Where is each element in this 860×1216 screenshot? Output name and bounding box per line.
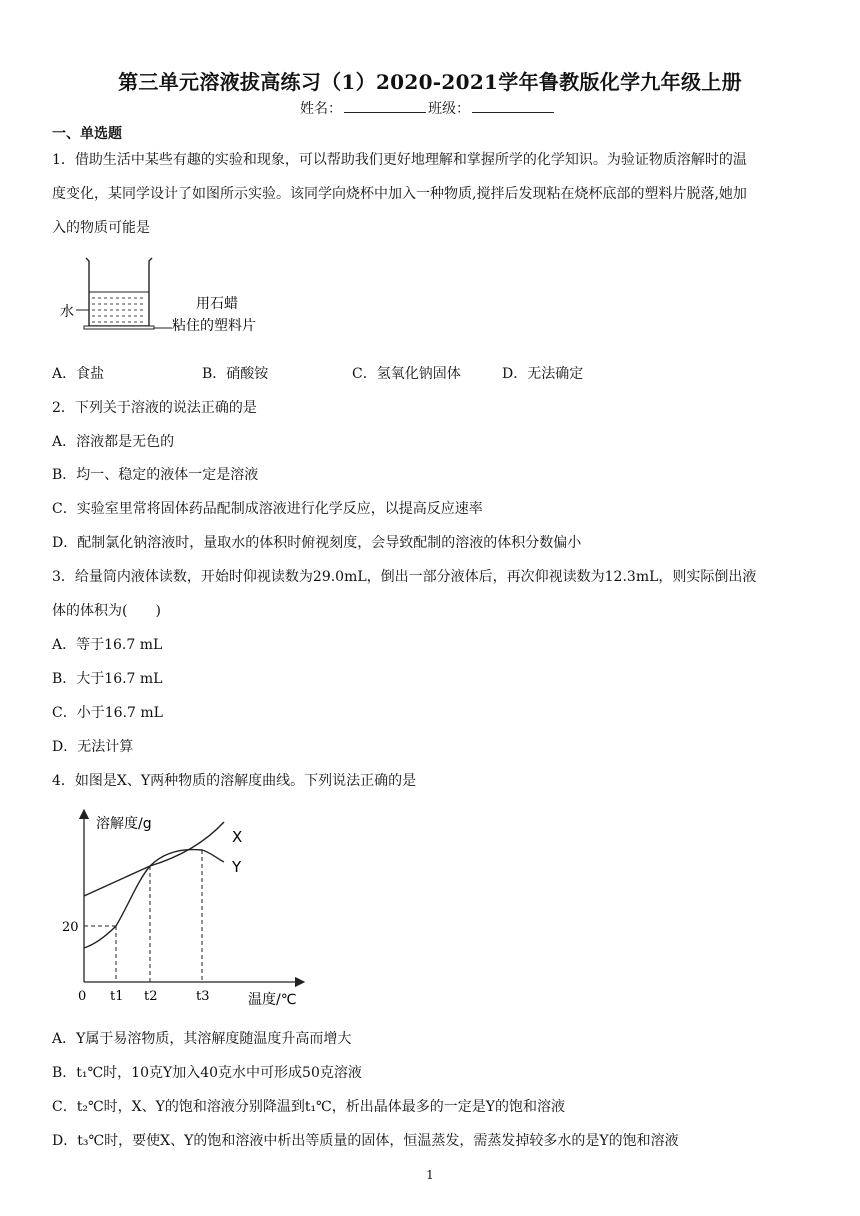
series-x-label: X bbox=[232, 828, 243, 846]
class-label: 班级： bbox=[428, 101, 470, 117]
q2-option-a[interactable]: A．溶液都是无色的 bbox=[52, 434, 175, 450]
q2-option-c[interactable]: C．实验室里常将固体药品配制成溶液进行化学反应，以提高反应速率 bbox=[52, 501, 483, 517]
name-blank[interactable] bbox=[344, 100, 426, 113]
series-x-curve bbox=[84, 822, 224, 896]
q1-options bbox=[52, 364, 812, 384]
q2-stem: 2．下列关于溶液的说法正确的是 bbox=[52, 400, 257, 416]
q1-option-d[interactable]: D．无法确定 bbox=[502, 366, 584, 382]
q3-option-a[interactable]: A．等于16.7 mL bbox=[52, 637, 163, 653]
q3-line2: 体的体积为( ) bbox=[52, 603, 161, 619]
section-heading: 一、单选题 bbox=[52, 126, 122, 142]
q4-option-b[interactable]: B．t₁℃时，10克Y加入40克水中可形成50克溶液 bbox=[52, 1065, 362, 1081]
q1-line2: 度变化，某同学设计了如图所示实验。该同学向烧杯中加入一种物质,搅拌后发现粘在烧杯底部的塑料片脱落,她加 bbox=[52, 186, 747, 202]
x-tick-t1: t1 bbox=[110, 989, 124, 1004]
name-label: 姓名： bbox=[300, 101, 342, 117]
y-axis-label: 溶解度/g bbox=[96, 816, 152, 832]
q1-option-b[interactable]: B．硝酸铵 bbox=[202, 366, 269, 382]
q1-option-a[interactable]: A．食盐 bbox=[52, 366, 105, 382]
x-tick-0: 0 bbox=[78, 989, 87, 1004]
q3-option-b[interactable]: B．大于16.7 mL bbox=[52, 671, 163, 687]
plastic-sheet bbox=[84, 326, 154, 329]
page-title: 第三单元溶液拔高练习（1）2020-2021学年鲁教版化学九年级上册 bbox=[118, 70, 742, 94]
q4-option-d[interactable]: D．t₃℃时，要使X、Y的饱和溶液中析出等质量的固体，恒温蒸发，需蒸发掉较多水的是Y的饱和溶液 bbox=[52, 1133, 679, 1149]
q1-option-c[interactable]: C．氢氧化钠固体 bbox=[352, 366, 461, 382]
q3-option-d[interactable]: D．无法计算 bbox=[52, 739, 134, 755]
q2-option-d[interactable]: D．配制氯化钠溶液时，量取水的体积时俯视刻度，会导致配制的溶液的体积分数偏小 bbox=[52, 535, 582, 551]
x-tick-t2: t2 bbox=[144, 989, 158, 1004]
q4-option-a[interactable]: A．Y属于易溶物质，其溶解度随温度升高而增大 bbox=[52, 1031, 352, 1047]
x-axis-label: 温度/℃ bbox=[248, 992, 297, 1008]
q4-stem: 4．如图是X、Y两种物质的溶解度曲线。下列说法正确的是 bbox=[52, 773, 417, 789]
class-blank[interactable] bbox=[472, 100, 554, 113]
solubility-chart bbox=[56, 808, 306, 1008]
water-label: 水 bbox=[60, 304, 74, 320]
series-y-label: Y bbox=[232, 858, 242, 876]
q1-line3: 入的物质可能是 bbox=[52, 220, 150, 236]
beaker-figure bbox=[56, 252, 286, 342]
student-info bbox=[300, 99, 556, 119]
sheet-label: 粘住的塑料片 bbox=[172, 318, 256, 334]
wax-label: 用石蜡 bbox=[196, 296, 238, 312]
page-number: 1 bbox=[426, 1168, 434, 1182]
q4-option-c[interactable]: C．t₂℃时，X、Y的饱和溶液分别降温到t₁℃，析出晶体最多的一定是Y的饱和溶液 bbox=[52, 1099, 565, 1115]
y-tick-20: 20 bbox=[62, 920, 79, 935]
x-tick-t3: t3 bbox=[196, 989, 210, 1004]
q3-line1: 3．给量筒内液体读数，开始时仰视读数为29.0mL，倒出一部分液体后，再次仰视读数为12.3mL，则实际倒出液 bbox=[52, 569, 757, 585]
liquid-hatching bbox=[92, 298, 146, 322]
q3-option-c[interactable]: C．小于16.7 mL bbox=[52, 705, 163, 721]
q1-line1: 1．借助生活中某些有趣的实验和现象，可以帮助我们更好地理解和掌握所学的化学知识。为验证物质溶解时的温 bbox=[52, 152, 747, 168]
q2-option-b[interactable]: B．均一、稳定的液体一定是溶液 bbox=[52, 467, 259, 483]
